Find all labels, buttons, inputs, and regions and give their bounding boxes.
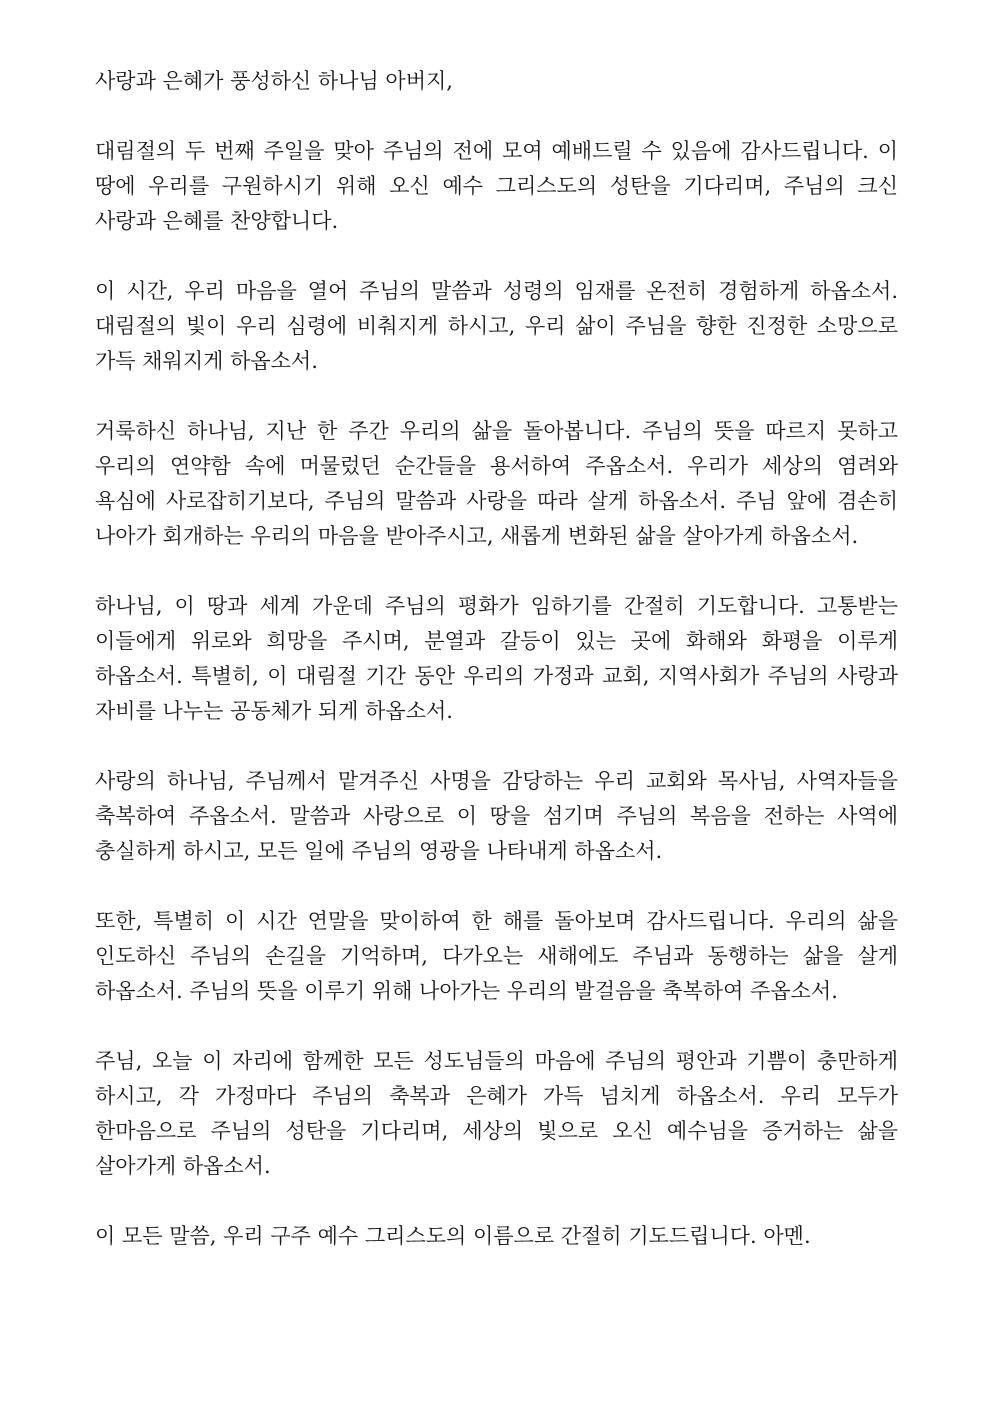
paragraph-peace: 하나님, 이 땅과 세계 가운데 주님의 평화가 임하기를 간절히 기도합니다. 고통받는 이들에게 위로와 희망을 주시며, 분열과 갈등이 있는 곳에 화해와 화평을 이루게 하옵소서. 특별히, 이 대림절 기간 동안 우리의 가정과 교회, 지역사회가 주님의 사랑과 자비를 나누는 공동체가 되게 하옵소서. xyxy=(95,594,898,723)
paragraph-opening-heart: 이 시간, 우리 마음을 열어 주님의 말씀과 성령의 임재를 온전히 경험하게 하옵소서. 대림절의 빛이 우리 심령에 비춰지게 하시고, 우리 삶이 주님을 향한 진정한 소망으로 가득 채워지게 하옵소서. xyxy=(95,279,898,373)
paragraph-salutation: 사랑과 은혜가 풍성하신 하나님 아버지, xyxy=(95,69,453,93)
paragraph-closing: 이 모든 말씀, 우리 구주 예수 그리스도의 이름으로 간절히 기도드립니다. 아멘. xyxy=(95,1224,811,1248)
paragraph-thanksgiving: 대림절의 두 번째 주일을 맞아 주님의 전에 모여 예배드릴 수 있음에 감사드립니다. 이 땅에 우리를 구원하시기 위해 오신 예수 그리스도의 성탄을 기다리며, 주님의 크신 사랑과 은혜를 찬양합니다. xyxy=(95,139,898,233)
paragraph-congregation: 주님, 오늘 이 자리에 함께한 모든 성도님들의 마음에 주님의 평안과 기쁨이 충만하게 하시고, 각 가정마다 주님의 축복과 은혜가 가득 넘치게 하옵소서. 우리 모두가 한마음으로 주님의 성탄을 기다리며, 세상의 빛으로 오신 예수님을 증거하는 삶을 살아가게 하옵소서. xyxy=(95,1049,898,1178)
paragraph-year-end: 또한, 특별히 이 시간 연말을 맞이하여 한 해를 돌아보며 감사드립니다. 우리의 삶을 인도하신 주님의 손길을 기억하며, 다가오는 새해에도 주님과 동행하는 삶을 살게 하옵소서. 주님의 뜻을 이루기 위해 나아가는 우리의 발걸음을 축복하여 주옵소서. xyxy=(95,909,898,1003)
paragraph-repentance: 거룩하신 하나님, 지난 한 주간 우리의 삶을 돌아봅니다. 주님의 뜻을 따르지 못하고 우리의 연약함 속에 머물렀던 순간들을 용서하여 주옵소서. 우리가 세상의 염려와 욕심에 사로잡히기보다, 주님의 말씀과 사랑을 따라 살게 하옵소서. 주님 앞에 겸손히 나아가 회개하는 우리의 마음을 받아주시고, 새롭게 변화된 삶을 살아가게 하옵소서. xyxy=(95,419,898,548)
paragraph-church-blessing: 사랑의 하나님, 주님께서 맡겨주신 사명을 감당하는 우리 교회와 목사님, 사역자들을 축복하여 주옵소서. 말씀과 사랑으로 이 땅을 섬기며 주님의 복음을 전하는 사역에 충실하게 하시고, 모든 일에 주님의 영광을 나타내게 하옵소서. xyxy=(95,769,898,863)
prayer-text xyxy=(95,64,898,1254)
